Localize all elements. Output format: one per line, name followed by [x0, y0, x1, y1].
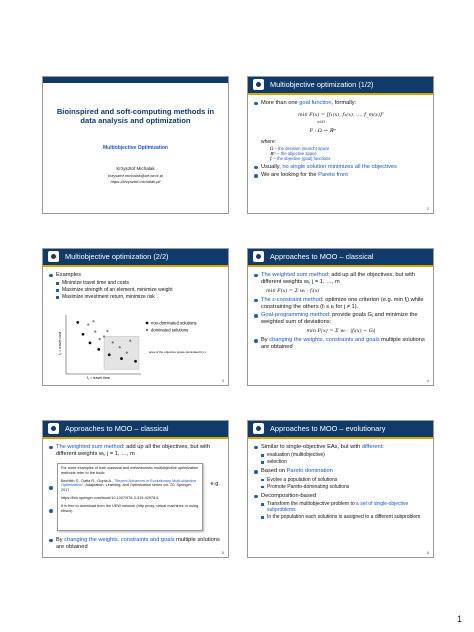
university-logo-icon	[48, 423, 59, 434]
slide-4-header	[248, 249, 433, 267]
slide-number: 5	[221, 550, 224, 555]
dominated-point	[126, 352, 128, 354]
sub-bullet: Evolve a population of solutions	[254, 477, 428, 483]
tail-eg: e.g.	[210, 481, 220, 487]
slide-6-header	[248, 421, 433, 439]
slide-2	[247, 76, 434, 214]
sub-bullet: Maximize strength of an element, minimize weight	[49, 287, 223, 293]
slide-3-title: Multiobjective optimization (2/2)	[65, 252, 169, 261]
dominated-point	[119, 346, 121, 348]
slide-number: 2	[426, 206, 429, 211]
bullet: Usually, no single solution minimizes all the objectives	[254, 164, 428, 171]
non-dominated-point	[82, 333, 85, 336]
sub-bullet: In the population each solutions is assigned to a different subproblem	[254, 514, 428, 520]
slide-1-author: Krzysztof Michalak	[116, 166, 155, 171]
slide-5-title: Approaches to MOO – classical	[65, 424, 169, 433]
formula-goal-programming: min F(x) = Σ wᵢ · |fᵢ(x) − Gᵢ|	[306, 328, 376, 334]
bullet: By changing the weights, constraints and goals multiple solutions are obtained	[254, 337, 428, 351]
slide-2-title: Multiobjective optimization (1/2)	[270, 80, 374, 89]
non-dominated-point	[76, 321, 79, 324]
slide-number: 4	[426, 378, 429, 383]
non-dominated-point	[108, 353, 111, 356]
sub-bullet: Transform the multiobjective problem to a set of single-objective subproblems	[254, 501, 428, 513]
formula-weighted-sum: min F(x) = Σ wᵢ · fᵢ(x)	[266, 287, 320, 294]
university-logo-icon	[253, 79, 264, 90]
sub-bullet: Minimize travel time and costs	[49, 280, 223, 286]
slide-number: 6	[426, 550, 429, 555]
slide-6	[247, 420, 434, 558]
university-logo-icon	[253, 423, 264, 434]
bullet: The ε-constraint method: optimize one criterion (e.g. min fⱼ) while constraining the others (fᵢ ≤ εᵢ for j ≠ 1).	[254, 297, 428, 311]
slide-4	[247, 248, 434, 386]
bullet: Based on Pareto domination	[254, 468, 428, 475]
dominated-area-note: area of the objective space dominated by s	[149, 350, 207, 354]
dominated-point	[112, 341, 114, 343]
bullet-hidden-1	[49, 486, 53, 490]
where-item: ℝᵐ – the objective space	[270, 150, 317, 156]
slide-2-header	[248, 77, 433, 95]
where-item: fᵢ – the objective (goal) functions	[270, 155, 331, 161]
pareto-scatter-chart	[51, 311, 221, 381]
university-logo-icon	[253, 251, 264, 262]
formula-objective: min F(x) = [f₁(x), f₂(x), ..., f_m(x)]ᵀ	[298, 111, 384, 118]
dominated-point	[94, 330, 96, 332]
slide-number: 3	[221, 378, 224, 383]
bullet: The weighted sum method: add up all the objectives, but with different weights wᵢ, j = 1, …, m	[49, 444, 223, 458]
dominated-point	[103, 335, 105, 337]
legend-label-dominated: dominated solutions	[151, 327, 189, 333]
bullet: Decomposition-based	[254, 493, 428, 500]
non-dominated-point	[120, 357, 123, 360]
bullet: Examples	[49, 272, 223, 279]
dominated-point	[87, 323, 89, 325]
slide-1-email: krzysztof.michalak@ue.wroc.pl	[108, 173, 163, 178]
slide-5-header	[43, 421, 228, 439]
page-number: 1	[456, 614, 462, 624]
y-axis-label: f₂ = travel cost	[58, 332, 62, 355]
dominated-point	[92, 320, 94, 322]
sub-bullet: evaluation (multiobjective)	[254, 452, 428, 458]
x-axis-label: f₁ = travel time	[87, 376, 110, 380]
non-dominated-point	[89, 342, 92, 345]
dominated-point	[129, 340, 131, 342]
dominated-point	[106, 330, 108, 332]
slide-4-title: Approaches to MOO – classical	[270, 252, 374, 261]
dominated-point	[99, 338, 101, 340]
slide-6-title: Approaches to MOO – evolutionary	[270, 424, 386, 433]
legend-marker-dominated	[146, 329, 148, 331]
bullet: The weighted sum method: add up all the objectives, but with different weights wᵢ, j = 1, …, m	[254, 272, 428, 286]
book-title-link[interactable]: Recent Advances in Evolutionary Multi-objective Optimization	[61, 478, 197, 488]
reference-popup	[57, 463, 203, 531]
bullet: Similar to single-objective EAs, but with different:	[254, 444, 428, 451]
slide-1	[42, 76, 229, 214]
university-logo-icon	[48, 251, 59, 262]
legend-marker-nondominated	[146, 322, 149, 325]
slide-1-title: Bioinspired and soft-computing methods in data analysis and optimization	[56, 107, 215, 125]
bullet: By changing the weights, constraints and goals multiple solutions are obtained	[49, 537, 223, 551]
non-dominated-point	[134, 360, 137, 363]
bullet-hidden-2	[49, 509, 53, 513]
bullet: More than one goal function, formally:	[254, 100, 428, 107]
sub-bullet: Promote Pareto-dominating solutions	[254, 484, 428, 490]
popup-url[interactable]: https://link.springer.com/book/10.1007/978-3-319-42978-6	[61, 495, 159, 500]
slide-3-header	[43, 249, 228, 267]
slide-1-url: https://krzysztof.michalak.pl/	[110, 179, 161, 184]
bullet: We are looking for the Pareto front	[254, 172, 428, 179]
sub-bullet: Maximize investment return, minimize risk	[49, 294, 223, 300]
slide-3	[42, 248, 229, 386]
formula-mapping: F : Ω → ℝᵐ	[309, 127, 337, 134]
where-item: Ω – the decision (search) space	[270, 145, 330, 151]
slide-5	[42, 420, 229, 558]
legend-label-nondominated: non-dominated solutions	[151, 320, 197, 326]
slide-1-subtitle: Multiobjective Optimization	[102, 145, 168, 151]
where-label: where:	[261, 138, 277, 145]
dominated-area	[104, 336, 139, 369]
formula-sub: x∈Ω	[317, 119, 325, 124]
slide-1-top-band	[43, 77, 228, 83]
sub-bullet: selection	[254, 459, 428, 465]
popup-citation: Bechikh S., Datta R., Gupta A., "Recent Advances in Evolutionary Multi-objective Optimization", Adaptation, Learning, and Optimization series vol. 20, Springer, 2017.	[61, 478, 197, 493]
non-dominated-point	[97, 348, 100, 351]
bullet: Goal-programming method: provide goals Gⱼ and minimize the weighted sum of deviations:	[254, 312, 428, 326]
popup-intro: For more examples of both classical and metaheuristic multiobjective optimization methods refer to the book:	[61, 466, 199, 475]
popup-access-note: It is free to download from the UEW network (http proxy, virtual machines or using ebsco)	[61, 503, 199, 513]
